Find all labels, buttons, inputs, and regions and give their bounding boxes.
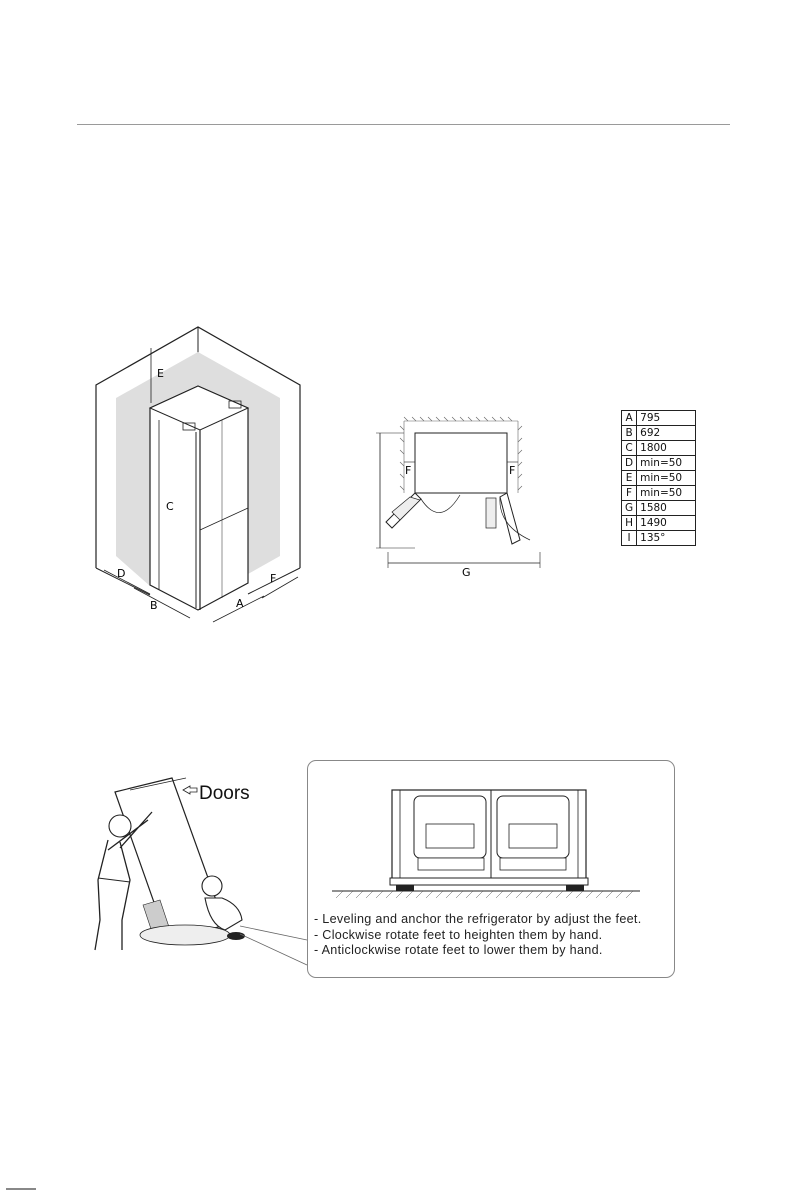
header-rule: [77, 124, 730, 125]
dimension-row: [622, 456, 696, 471]
instruction-line-1: - Leveling and anchor the refrigerator by adjust the feet.: [314, 912, 642, 926]
instruction-line-3: - Anticlockwise rotate feet to lower them by hand.: [314, 943, 603, 957]
dimension-value: 692: [637, 426, 696, 441]
dimension-row: [622, 486, 696, 501]
dimension-value: 1490: [637, 516, 696, 531]
doors-arrow-icon: [183, 786, 197, 794]
callout-lines: [236, 915, 311, 970]
fridge-top-view: [415, 433, 507, 493]
dimension-value: min=50: [637, 486, 696, 501]
dimension-key: E: [622, 471, 637, 486]
dimension-value: 1800: [637, 441, 696, 456]
label-f-left: F: [405, 464, 412, 477]
door-swing-diagram: [372, 412, 552, 584]
dimension-row: [622, 441, 696, 456]
foot-left: [396, 885, 414, 891]
dimension-value: 1580: [637, 501, 696, 516]
dimension-value: min=50: [637, 471, 696, 486]
dimension-row: [622, 531, 696, 546]
label-b: B: [150, 599, 158, 612]
label-e: E: [157, 367, 164, 380]
person-standing: [109, 815, 131, 837]
footer-mark: [0, 1186, 60, 1191]
clearance-diagram: [80, 320, 320, 630]
person-crouching: [202, 876, 222, 896]
dimension-row: [622, 426, 696, 441]
dimension-value: 135°: [637, 531, 696, 546]
dim-f-line: [262, 577, 298, 598]
dimension-key: D: [622, 456, 637, 471]
foot-right: [566, 885, 584, 891]
label-c: C: [166, 500, 174, 513]
dimension-key: A: [622, 411, 637, 426]
dimension-value: min=50: [637, 456, 696, 471]
dimension-row: [622, 471, 696, 486]
label-a: A: [236, 597, 244, 610]
label-f-right: F: [509, 464, 516, 477]
dimension-value: 795: [637, 411, 696, 426]
dimension-row: [622, 501, 696, 516]
dimension-key: C: [622, 441, 637, 456]
dimension-key: G: [622, 501, 637, 516]
dimension-key: H: [622, 516, 637, 531]
label-f: F: [270, 572, 277, 585]
instruction-line-2: - Clockwise rotate feet to heighten them by hand.: [314, 927, 603, 942]
leveling-illustration: [330, 780, 660, 900]
leveling-instructions: [314, 912, 674, 959]
dimension-key: F: [622, 486, 637, 501]
dimensions-table: [621, 410, 696, 546]
label-g: G: [462, 566, 471, 579]
doors-label: Doors: [199, 783, 250, 804]
dimension-row: [622, 411, 696, 426]
dimension-key: I: [622, 531, 637, 546]
dimension-key: B: [622, 426, 637, 441]
label-d: D: [117, 567, 126, 580]
dimension-row: [622, 516, 696, 531]
